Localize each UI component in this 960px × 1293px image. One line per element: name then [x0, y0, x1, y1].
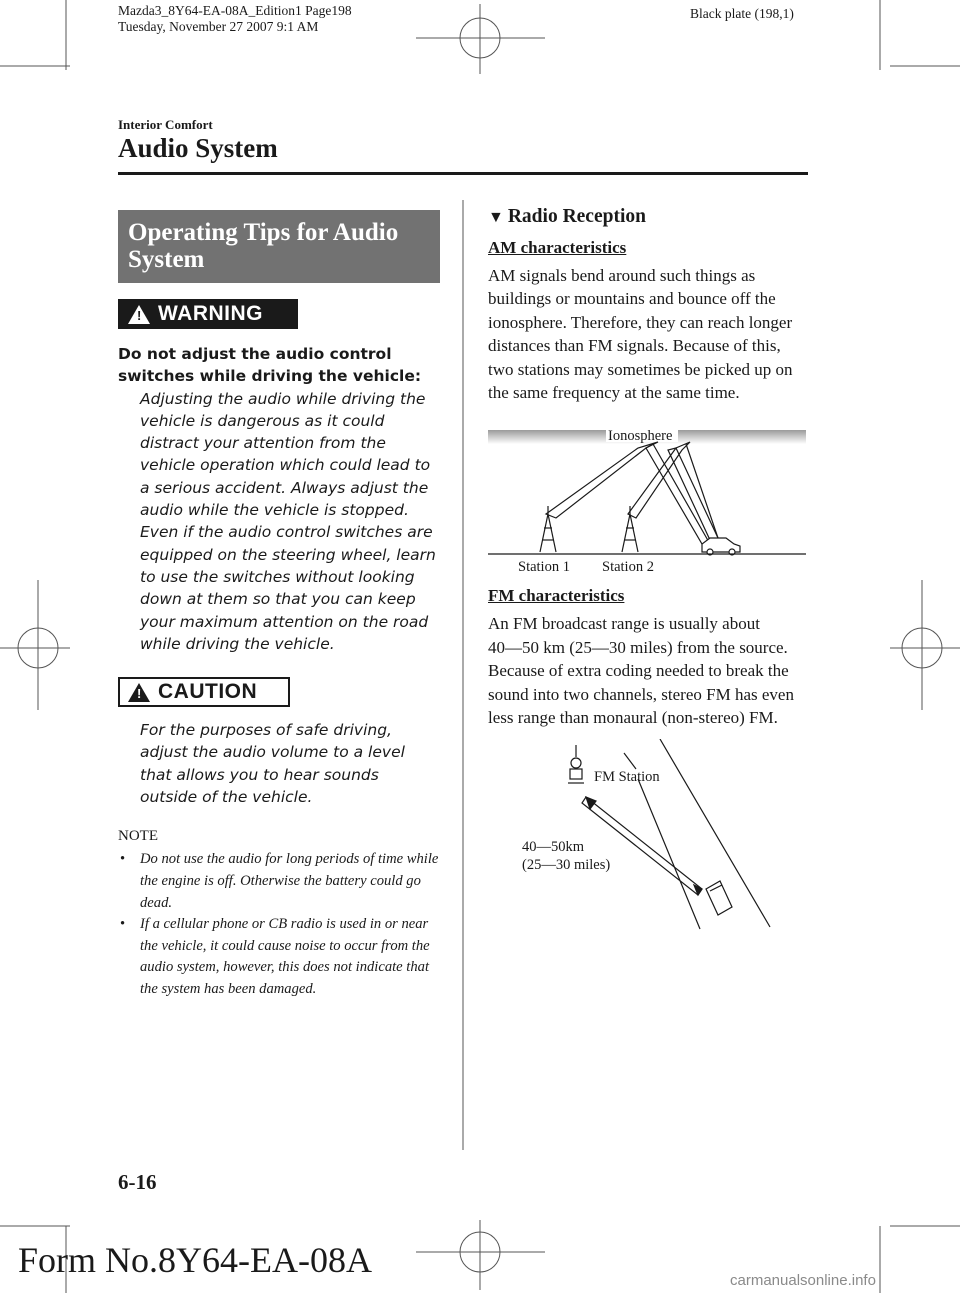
am-wave-paths: [546, 442, 718, 544]
topic-heading: [118, 210, 440, 283]
station2-tower-icon: [622, 506, 638, 552]
caution-body: For the purposes of safe driving, adjust the audio volume to a level that allows you to hear sounds outside of the vehicle.: [140, 721, 405, 807]
am-figure: [488, 426, 810, 574]
caution-badge: [118, 677, 290, 707]
station1-label: Station 1: [518, 559, 570, 575]
page-title: Audio System: [118, 133, 278, 163]
radio-reception-heading: [488, 206, 810, 228]
list-item: • If a cellular phone or CB radio is used in or near the vehicle, it could cause noise to occur from the audio system, however, this does not indicate that the system has been damaged.: [118, 914, 440, 1000]
station1-tower-icon: [540, 506, 556, 552]
caution-triangle-icon: !: [128, 683, 150, 702]
page-number: 6-16: [118, 1170, 157, 1194]
fm-body: An FM broadcast range is usually about 40―50 km (25―30 miles) from the source. Because of extra coding needed to break the sound into two channels, stereo FM has even less range than monaural (non-stereo) FM.: [488, 614, 794, 728]
fm-range-km: 40―50km: [522, 839, 585, 856]
warning-body: Adjusting the audio while driving the vehicle is dangerous as it could distract your attention from the vehicle operation which could lead to a serious accident. Always adjust the audio while the vehicle is stopped. Even if the audio control switches are equipped on the steering wheel, learn to use the switches without looking down at them so that you can keep your maximum attention on the road while driving the vehicle.: [140, 389, 436, 653]
plate-label: Black plate (198,1): [690, 6, 794, 21]
road-lines: [624, 739, 770, 929]
note-list: [118, 849, 440, 1000]
topic-heading-line1: Operating Tips for Audio: [128, 219, 399, 246]
note-label: NOTE: [118, 828, 158, 845]
am-heading: AM characteristics: [488, 238, 627, 257]
left-column: [118, 210, 440, 1001]
ionosphere-label: Ionosphere: [608, 428, 673, 445]
warning-badge: [118, 299, 298, 329]
fm-range-miles: (25―30 miles): [522, 857, 611, 874]
print-meta: [118, 3, 352, 35]
print-meta-date: Tuesday, November 27 2007 9:1 AM: [118, 19, 319, 34]
car-icon: [702, 538, 740, 555]
title-rule: [118, 172, 808, 175]
topic-heading-line2: System: [128, 246, 205, 273]
right-column: [488, 206, 810, 937]
fm-station-icon: [568, 745, 584, 783]
caution-label: CAUTION: [158, 680, 258, 704]
fm-heading: FM characteristics: [488, 586, 625, 606]
warning-label: WARNING: [158, 302, 263, 325]
station2-label: Station 2: [602, 559, 654, 575]
am-body: AM signals bend around such things as buildings or mountains and bounce off the ionosphere. Therefore, they can reach longer distances than FM signals. Because of this, two stations may sometimes be picked up on the same frequency at the same time.: [488, 266, 793, 403]
triangle-down-icon: ▼: [488, 209, 504, 226]
car-icon: [706, 881, 732, 915]
radio-reception-title: Radio Reception: [507, 206, 646, 227]
warning-lead: Do not adjust the audio control switches while driving the vehicle:: [118, 345, 422, 386]
section-label: Interior Comfort: [118, 117, 213, 132]
form-number: Form No.8Y64-EA-08A: [18, 1240, 372, 1280]
warning-triangle-icon: !: [128, 305, 150, 324]
watermark: carmanualsonline.info: [730, 1272, 876, 1289]
list-item: • Do not use the audio for long periods of time while the engine is off. Otherwise the battery could go dead.: [118, 849, 440, 914]
range-arrow: [582, 797, 702, 895]
print-meta-file: Mazda3_8Y64-EA-08A_Edition1 Page198: [118, 3, 352, 18]
fm-figure: [488, 739, 810, 937]
fm-station-label: FM Station: [594, 769, 660, 786]
